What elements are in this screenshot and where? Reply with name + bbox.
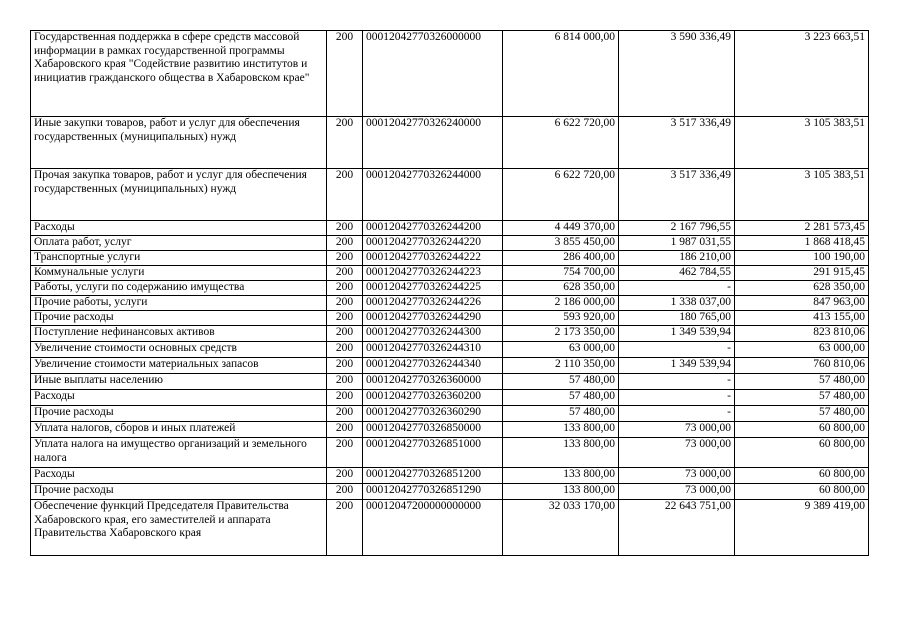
row-unexecuted-amount: 1 868 418,45 bbox=[735, 236, 869, 251]
table-row bbox=[31, 374, 869, 390]
row-name: Иные закупки товаров, работ и услуг для обеспечения государственных (муниципальных) нужд bbox=[31, 117, 327, 169]
table-row bbox=[31, 468, 869, 484]
row-unexecuted-amount: 760 810,06 bbox=[735, 358, 869, 374]
row-executed-amount: 3 517 336,49 bbox=[619, 117, 735, 169]
row-line-code: 200 bbox=[327, 438, 363, 468]
row-name: Прочие расходы bbox=[31, 484, 327, 500]
row-executed-amount: 462 784,55 bbox=[619, 266, 735, 281]
row-executed-amount: 22 643 751,00 bbox=[619, 500, 735, 556]
row-name: Прочая закупка товаров, работ и услуг для обеспечения государственных (муниципальных) нужд bbox=[31, 169, 327, 221]
row-approved-amount: 593 920,00 bbox=[503, 311, 619, 326]
row-approved-amount: 133 800,00 bbox=[503, 438, 619, 468]
row-budget-code: 00012042770326244223 bbox=[363, 266, 503, 281]
row-name: Увеличение стоимости материальных запасов bbox=[31, 358, 327, 374]
row-executed-amount: 3 590 336,49 bbox=[619, 31, 735, 117]
row-name: Государственная поддержка в сфере средств массовой информации в рамках государственной программы Хабаровского края "Содействие развитию институтов и инициатив гражданского общества в Хабаровском крае" bbox=[31, 31, 327, 117]
table-row bbox=[31, 484, 869, 500]
row-unexecuted-amount: 847 963,00 bbox=[735, 296, 869, 311]
row-unexecuted-amount: 3 105 383,51 bbox=[735, 117, 869, 169]
row-executed-amount: 180 765,00 bbox=[619, 311, 735, 326]
row-executed-amount: - bbox=[619, 406, 735, 422]
row-budget-code: 00012042770326360290 bbox=[363, 406, 503, 422]
row-executed-amount: 3 517 336,49 bbox=[619, 169, 735, 221]
table-row bbox=[31, 117, 869, 169]
row-unexecuted-amount: 60 800,00 bbox=[735, 438, 869, 468]
row-budget-code: 00012042770326360000 bbox=[363, 374, 503, 390]
table-row bbox=[31, 281, 869, 296]
row-name: Иные выплаты населению bbox=[31, 374, 327, 390]
row-line-code: 200 bbox=[327, 221, 363, 236]
row-name: Уплата налога на имущество организаций и земельного налога bbox=[31, 438, 327, 468]
table-row bbox=[31, 500, 869, 556]
row-budget-code: 00012042770326360200 bbox=[363, 390, 503, 406]
row-executed-amount: 73 000,00 bbox=[619, 438, 735, 468]
row-approved-amount: 32 033 170,00 bbox=[503, 500, 619, 556]
row-line-code: 200 bbox=[327, 169, 363, 221]
budget-execution-table bbox=[30, 30, 869, 556]
row-line-code: 200 bbox=[327, 236, 363, 251]
row-executed-amount: 73 000,00 bbox=[619, 422, 735, 438]
row-approved-amount: 57 480,00 bbox=[503, 390, 619, 406]
row-budget-code: 00012042770326851000 bbox=[363, 438, 503, 468]
row-unexecuted-amount: 3 105 383,51 bbox=[735, 169, 869, 221]
row-budget-code: 00012042770326240000 bbox=[363, 117, 503, 169]
row-line-code: 200 bbox=[327, 281, 363, 296]
row-budget-code: 00012042770326244225 bbox=[363, 281, 503, 296]
row-executed-amount: 2 167 796,55 bbox=[619, 221, 735, 236]
row-line-code: 200 bbox=[327, 406, 363, 422]
row-approved-amount: 286 400,00 bbox=[503, 251, 619, 266]
row-line-code: 200 bbox=[327, 296, 363, 311]
row-budget-code: 00012047200000000000 bbox=[363, 500, 503, 556]
row-line-code: 200 bbox=[327, 342, 363, 358]
table-row bbox=[31, 406, 869, 422]
table-row bbox=[31, 251, 869, 266]
row-executed-amount: 1 338 037,00 bbox=[619, 296, 735, 311]
row-budget-code: 00012042770326244300 bbox=[363, 326, 503, 342]
row-line-code: 200 bbox=[327, 374, 363, 390]
row-executed-amount: 1 349 539,94 bbox=[619, 326, 735, 342]
row-budget-code: 00012042770326244226 bbox=[363, 296, 503, 311]
row-unexecuted-amount: 413 155,00 bbox=[735, 311, 869, 326]
row-name: Расходы bbox=[31, 390, 327, 406]
row-approved-amount: 133 800,00 bbox=[503, 468, 619, 484]
row-budget-code: 00012042770326244340 bbox=[363, 358, 503, 374]
table-row bbox=[31, 221, 869, 236]
row-budget-code: 00012042770326244000 bbox=[363, 169, 503, 221]
row-unexecuted-amount: 60 800,00 bbox=[735, 468, 869, 484]
row-unexecuted-amount: 3 223 663,51 bbox=[735, 31, 869, 117]
row-budget-code: 00012042770326851200 bbox=[363, 468, 503, 484]
row-approved-amount: 133 800,00 bbox=[503, 422, 619, 438]
row-budget-code: 00012042770326244200 bbox=[363, 221, 503, 236]
budget-table-page bbox=[30, 30, 869, 556]
row-line-code: 200 bbox=[327, 251, 363, 266]
row-approved-amount: 6 814 000,00 bbox=[503, 31, 619, 117]
table-row bbox=[31, 169, 869, 221]
row-approved-amount: 4 449 370,00 bbox=[503, 221, 619, 236]
row-budget-code: 00012042770326244290 bbox=[363, 311, 503, 326]
table-row bbox=[31, 342, 869, 358]
row-approved-amount: 57 480,00 bbox=[503, 374, 619, 390]
row-budget-code: 00012042770326000000 bbox=[363, 31, 503, 117]
row-name: Прочие работы, услуги bbox=[31, 296, 327, 311]
table-row bbox=[31, 266, 869, 281]
row-unexecuted-amount: 100 190,00 bbox=[735, 251, 869, 266]
row-budget-code: 00012042770326851290 bbox=[363, 484, 503, 500]
row-name: Коммунальные услуги bbox=[31, 266, 327, 281]
row-executed-amount: - bbox=[619, 342, 735, 358]
table-row bbox=[31, 390, 869, 406]
row-name: Уплата налогов, сборов и иных платежей bbox=[31, 422, 327, 438]
row-line-code: 200 bbox=[327, 390, 363, 406]
row-executed-amount: 186 210,00 bbox=[619, 251, 735, 266]
row-unexecuted-amount: 291 915,45 bbox=[735, 266, 869, 281]
row-unexecuted-amount: 57 480,00 bbox=[735, 390, 869, 406]
row-name: Расходы bbox=[31, 468, 327, 484]
row-approved-amount: 6 622 720,00 bbox=[503, 169, 619, 221]
row-approved-amount: 133 800,00 bbox=[503, 484, 619, 500]
row-name: Оплата работ, услуг bbox=[31, 236, 327, 251]
row-name: Транспортные услуги bbox=[31, 251, 327, 266]
row-executed-amount: - bbox=[619, 281, 735, 296]
row-executed-amount: 1 349 539,94 bbox=[619, 358, 735, 374]
row-approved-amount: 57 480,00 bbox=[503, 406, 619, 422]
row-budget-code: 00012042770326244220 bbox=[363, 236, 503, 251]
row-line-code: 200 bbox=[327, 117, 363, 169]
row-line-code: 200 bbox=[327, 500, 363, 556]
row-executed-amount: 73 000,00 bbox=[619, 484, 735, 500]
row-executed-amount: 1 987 031,55 bbox=[619, 236, 735, 251]
row-approved-amount: 628 350,00 bbox=[503, 281, 619, 296]
row-name: Увеличение стоимости основных средств bbox=[31, 342, 327, 358]
row-unexecuted-amount: 60 800,00 bbox=[735, 484, 869, 500]
row-approved-amount: 6 622 720,00 bbox=[503, 117, 619, 169]
row-name: Поступление нефинансовых активов bbox=[31, 326, 327, 342]
row-approved-amount: 2 110 350,00 bbox=[503, 358, 619, 374]
row-name: Прочие расходы bbox=[31, 311, 327, 326]
row-unexecuted-amount: 57 480,00 bbox=[735, 374, 869, 390]
table-row bbox=[31, 422, 869, 438]
row-approved-amount: 63 000,00 bbox=[503, 342, 619, 358]
row-line-code: 200 bbox=[327, 31, 363, 117]
row-line-code: 200 bbox=[327, 484, 363, 500]
row-line-code: 200 bbox=[327, 422, 363, 438]
row-unexecuted-amount: 2 281 573,45 bbox=[735, 221, 869, 236]
row-approved-amount: 3 855 450,00 bbox=[503, 236, 619, 251]
row-line-code: 200 bbox=[327, 266, 363, 281]
row-budget-code: 00012042770326244310 bbox=[363, 342, 503, 358]
table-body bbox=[31, 31, 869, 556]
row-line-code: 200 bbox=[327, 326, 363, 342]
row-line-code: 200 bbox=[327, 358, 363, 374]
row-name: Обеспечение функций Председателя Правительства Хабаровского края, его заместителей и аппарата Правительства Хабаровского края bbox=[31, 500, 327, 556]
row-executed-amount: - bbox=[619, 374, 735, 390]
row-executed-amount: 73 000,00 bbox=[619, 468, 735, 484]
row-unexecuted-amount: 628 350,00 bbox=[735, 281, 869, 296]
row-unexecuted-amount: 63 000,00 bbox=[735, 342, 869, 358]
row-name: Работы, услуги по содержанию имущества bbox=[31, 281, 327, 296]
row-name: Расходы bbox=[31, 221, 327, 236]
row-line-code: 200 bbox=[327, 311, 363, 326]
table-row bbox=[31, 296, 869, 311]
row-approved-amount: 2 186 000,00 bbox=[503, 296, 619, 311]
row-name: Прочие расходы bbox=[31, 406, 327, 422]
row-executed-amount: - bbox=[619, 390, 735, 406]
row-budget-code: 00012042770326244222 bbox=[363, 251, 503, 266]
row-unexecuted-amount: 823 810,06 bbox=[735, 326, 869, 342]
row-unexecuted-amount: 9 389 419,00 bbox=[735, 500, 869, 556]
table-row bbox=[31, 438, 869, 468]
table-row bbox=[31, 358, 869, 374]
table-row bbox=[31, 326, 869, 342]
row-unexecuted-amount: 57 480,00 bbox=[735, 406, 869, 422]
table-row bbox=[31, 31, 869, 117]
table-row bbox=[31, 311, 869, 326]
table-row bbox=[31, 236, 869, 251]
row-approved-amount: 754 700,00 bbox=[503, 266, 619, 281]
row-approved-amount: 2 173 350,00 bbox=[503, 326, 619, 342]
row-unexecuted-amount: 60 800,00 bbox=[735, 422, 869, 438]
row-line-code: 200 bbox=[327, 468, 363, 484]
row-budget-code: 00012042770326850000 bbox=[363, 422, 503, 438]
